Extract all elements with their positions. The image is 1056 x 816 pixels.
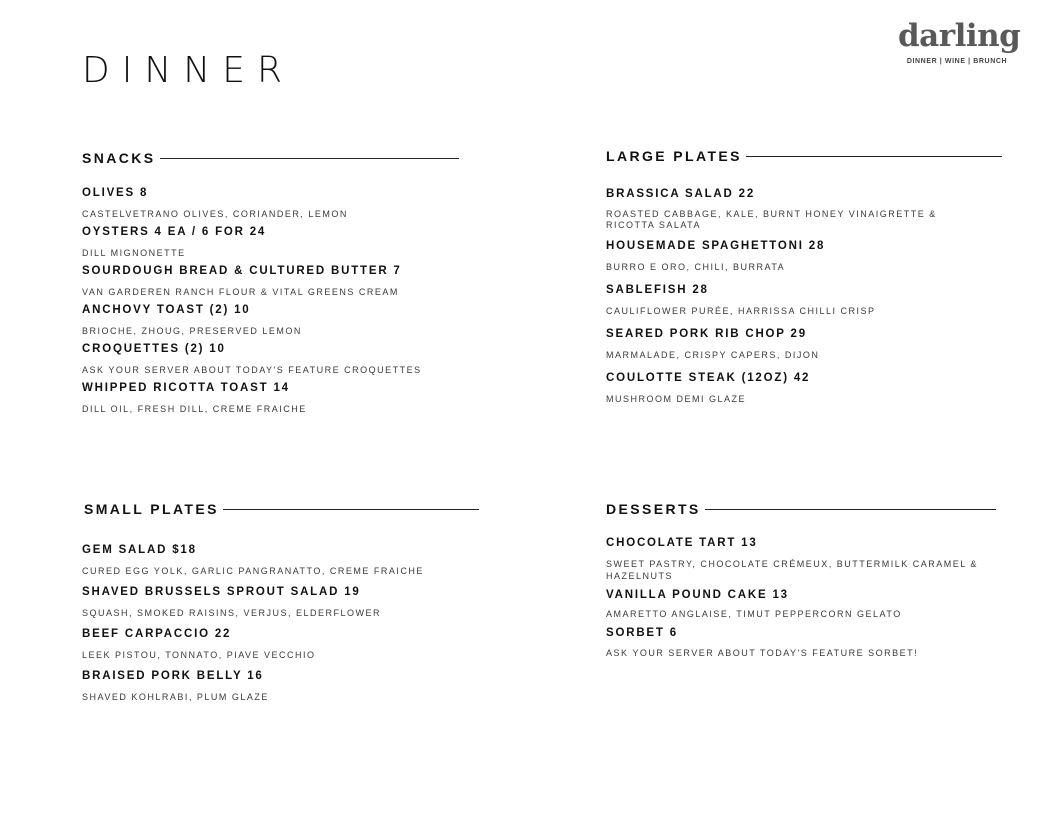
section-title: SNACKS [82,150,156,166]
section-header [82,150,459,166]
section-divider [746,156,1002,157]
section-title: LARGE PLATES [606,148,742,164]
snacks-section [82,150,459,420]
small-plates-section [82,501,479,708]
menu-item [82,342,459,376]
menu-item-description: ASK YOUR SERVER ABOUT TODAY'S FEATURE SORBET! [606,648,919,658]
menu-item [606,626,996,659]
large-plates-section [606,148,1002,410]
logo-wordmark: darling [898,18,1021,54]
page-title: DINNER [82,50,294,91]
menu-item-description: DILL OIL, FRESH DILL, CREME FRAICHE [82,404,307,414]
menu-item-description: BURRO E ORO, CHILI, BURRATA [606,262,786,272]
menu-item-name: SEARED PORK RIB CHOP 29 [606,328,807,340]
menu-item [606,283,1002,317]
menu-item-name: CROQUETTES (2) 10 [82,343,226,355]
menu-item-name: ANCHOVY TOAST (2) 10 [82,304,251,316]
menu-item-name: OLIVES 8 [82,187,149,199]
desserts-section [606,501,996,664]
menu-item-description: CURED EGG YOLK, GARLIC PANGRANATTO, CREME FRAICHE [82,566,424,576]
menu-item-name: WHIPPED RICOTTA TOAST 14 [82,382,290,394]
menu-item-name: CHOCOLATE TART 13 [606,537,758,549]
menu-item-name: HOUSEMADE SPAGHETTONI 28 [606,240,826,252]
menu-item [82,627,479,661]
menu-item-description: AMARETTO ANGLAISE, TIMUT PEPPERCORN GELATO [606,609,902,619]
menu-item-description: SHAVED KOHLRABI, PLUM GLAZE [82,692,269,702]
section-title: DESSERTS [606,501,701,517]
menu-item-description: ASK YOUR SERVER ABOUT TODAY'S FEATURE CROQUETTES [82,365,422,375]
menu-item-description: MUSHROOM DEMI GLAZE [606,394,747,404]
menu-item [606,327,1002,361]
menu-item [82,225,459,259]
menu-item-name: BRASSICA SALAD 22 [606,188,756,200]
menu-item-name: GEM SALAD $18 [82,544,197,556]
menu-item-name: COULOTTE STEAK (12OZ) 42 [606,372,811,384]
section-title: SMALL PLATES [84,501,219,517]
menu-item-name: SORBET 6 [606,627,678,639]
menu-item-description: ROASTED CABBAGE, KALE, BURNT HONEY VINAIGRETTE & RICOTTA SALATA [606,209,937,230]
menu-item-name: SHAVED BRUSSELS SPROUT SALAD 19 [82,586,361,598]
menu-item-name: BEEF CARPACCIO 22 [82,628,232,640]
menu-item-name: SABLEFISH 28 [606,284,709,296]
menu-item-description: DILL MIGNONETTE [82,248,186,258]
menu-item-description: VAN GARDEREN RANCH FLOUR & VITAL GREENS CREAM [82,287,399,297]
menu-item-description: CASTELVETRANO OLIVES, CORIANDER, LEMON [82,209,348,219]
section-header [606,501,996,517]
menu-item [606,239,1002,273]
menu-item-name: BRAISED PORK BELLY 16 [82,670,264,682]
menu-item-name: VANILLA POUND CAKE 13 [606,589,789,601]
menu-item-list [606,187,1002,405]
menu-item-description: SWEET PASTRY, CHOCOLATE CRÉMEUX, BUTTERMILK CARAMEL & HAZELNUTS [606,559,978,581]
section-header [82,501,479,517]
section-header [606,148,1002,164]
menu-item [82,543,479,577]
menu-item [606,371,1002,405]
menu-item [82,303,459,337]
darling-logo [898,16,1021,65]
menu-item [82,381,459,415]
menu-item-description: CAULIFLOWER PURÉE, HARRISSA CHILLI CRISP [606,306,876,316]
menu-item [606,536,996,582]
menu-item-description: SQUASH, SMOKED RAISINS, VERJUS, ELDERFLOWER [82,608,382,618]
menu-item-list [82,186,459,415]
menu-item-description: LEEK PISTOU, TONNATO, PIAVE VECCHIO [82,650,316,660]
section-divider [705,509,996,510]
menu-item [606,588,996,620]
menu-item [82,585,479,619]
menu-item [606,187,1002,231]
menu-item-name: OYSTERS 4 EA / 6 FOR 24 [82,226,267,238]
section-divider [223,509,479,510]
menu-item [82,186,459,220]
menu-item [82,264,459,298]
menu-item-name: SOURDOUGH BREAD & CULTURED BUTTER 7 [82,265,402,277]
logo-tagline: DINNER | WINE | BRUNCH [906,58,1008,65]
menu-item-list [606,536,996,659]
section-divider [160,158,459,159]
menu-item-description: MARMALADE, CRISPY CAPERS, DIJON [606,350,820,360]
menu-item-list [82,543,479,703]
menu-item-description: BRIOCHE, ZHOUG, PRESERVED LEMON [82,326,302,336]
menu-item [82,669,479,703]
